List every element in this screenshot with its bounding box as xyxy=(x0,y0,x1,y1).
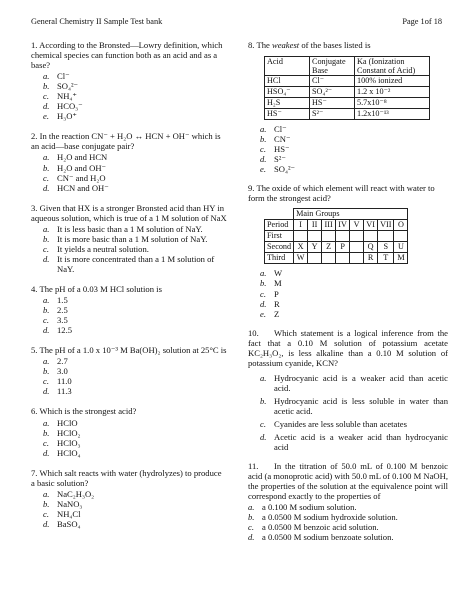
option-letter: c. xyxy=(43,376,49,387)
option-letter: c. xyxy=(43,172,49,183)
table-cell: T xyxy=(378,253,394,264)
answer-option xyxy=(260,373,448,393)
table-header-cell: Acid xyxy=(265,57,310,76)
answer-option xyxy=(43,234,227,244)
answer-options xyxy=(260,373,448,452)
option-letter: d. xyxy=(43,447,50,458)
answer-option xyxy=(260,299,448,309)
period-cell: Third xyxy=(265,253,294,264)
option-text: H₂O and OH⁻ xyxy=(57,162,107,173)
table-cell xyxy=(322,231,336,242)
answer-option xyxy=(43,183,227,193)
option-letter: b. xyxy=(43,233,50,244)
table-row xyxy=(265,253,408,264)
question-8 xyxy=(248,40,448,174)
answer-option xyxy=(43,519,227,529)
option-letter: a. xyxy=(260,372,267,383)
answer-option xyxy=(43,111,227,121)
answer-option xyxy=(43,499,227,509)
question-number: 4. xyxy=(31,283,38,294)
answer-option xyxy=(43,91,227,101)
table-cell: HS⁻ xyxy=(310,98,355,109)
question-text: Which statement is a logical inference from the fact that a 0.10 M solution of potassium acetate KC₂H₃O₂, is less alkaline than a 0.10 M solution of potassium cyanide, KCN? xyxy=(248,327,448,368)
option-text: NH₄Cl xyxy=(57,508,81,519)
answer-option xyxy=(43,71,227,81)
option-text: BaSO₄ xyxy=(57,518,81,529)
answer-option xyxy=(260,144,448,154)
option-text: P xyxy=(274,288,279,299)
option-text: 1.5 xyxy=(57,295,68,306)
question-10 xyxy=(248,328,448,453)
group-header-cell: V xyxy=(350,220,364,231)
option-text: R xyxy=(274,298,280,309)
answer-option xyxy=(43,325,227,335)
option-text: SO₄²⁻ xyxy=(274,164,296,175)
table-cell xyxy=(350,253,364,264)
question-1 xyxy=(31,40,227,121)
option-text: H₃O⁺ xyxy=(57,111,77,122)
question-number: 8. xyxy=(248,40,255,50)
option-letter: b. xyxy=(260,134,267,145)
table-cell xyxy=(336,231,350,242)
question-number: 3. xyxy=(31,202,38,213)
question-text: Given that HX is a stronger Bronsted acid than HY in aqueous solution, which is true of a 1 M solution of NaX xyxy=(31,202,227,223)
option-text: 12.5 xyxy=(57,325,73,336)
table-cell: 1.2 x 10⁻² xyxy=(355,87,430,98)
table-cell: X xyxy=(294,242,308,253)
answer-option xyxy=(43,418,227,428)
group-header-cell: VI xyxy=(364,220,378,231)
table-cell: U xyxy=(394,242,408,253)
option-letter: a. xyxy=(43,71,50,82)
table-cell xyxy=(378,231,394,242)
option-letter: a. xyxy=(43,152,50,163)
answer-option xyxy=(260,134,448,144)
question-number: 9. xyxy=(248,183,255,194)
question-text-post: of the bases listed is xyxy=(299,40,371,50)
option-letter: c. xyxy=(43,243,49,254)
group-header-cell: VII xyxy=(378,220,394,231)
table-cell: 100% ionized xyxy=(355,76,430,87)
option-text: CN⁻ and H₂O xyxy=(57,172,106,183)
table-cell: R xyxy=(364,253,378,264)
option-text: 3.0 xyxy=(57,366,68,377)
option-letter: a. xyxy=(43,417,50,428)
option-letter: d. xyxy=(260,154,267,165)
question-text: Which salt reacts with water (hydrolyzes) to produce a basic solution? xyxy=(31,467,222,488)
option-letter: c. xyxy=(260,419,266,430)
answer-options xyxy=(43,71,227,121)
answer-option xyxy=(260,154,448,164)
question-number: 11. xyxy=(248,461,259,472)
answer-option xyxy=(260,419,448,429)
question-9 xyxy=(248,183,448,318)
answer-option xyxy=(260,396,448,416)
option-text: HCN and OH⁻ xyxy=(57,182,109,193)
group-header-cell: I xyxy=(294,220,308,231)
option-letter: c. xyxy=(248,522,254,533)
page-header xyxy=(31,17,442,29)
table-cell: H₂S xyxy=(265,98,310,109)
option-text: NaNO₃ xyxy=(57,498,83,509)
question-text: In the reaction CN⁻ + H₂O ↔ HCN + OH⁻ which is an acid—base conjugate pair? xyxy=(31,131,221,152)
question-6 xyxy=(31,406,227,457)
option-letter: a. xyxy=(260,124,267,135)
option-letter: a. xyxy=(260,268,267,279)
option-letter: b. xyxy=(43,162,50,173)
option-letter: d. xyxy=(43,101,50,112)
question-text: The oxide of which element will react with water to form the strongest acid? xyxy=(248,183,435,204)
option-text: Z xyxy=(274,308,280,319)
answer-option xyxy=(260,309,448,319)
answer-option xyxy=(43,428,227,438)
answer-option xyxy=(248,522,448,532)
option-text: HClO xyxy=(57,417,78,428)
question-2 xyxy=(31,131,227,192)
answer-option xyxy=(43,101,227,111)
right-column xyxy=(248,40,448,552)
question-number: 6. xyxy=(31,406,38,417)
option-text: 3.5 xyxy=(57,315,68,326)
table-header-cell: Ka (Ionization Constant of Acid) xyxy=(355,57,430,76)
answer-option xyxy=(260,124,448,134)
option-letter: c. xyxy=(260,144,266,155)
option-text: a 0.0500 M sodium hydroxide solution. xyxy=(262,512,398,523)
table-cell xyxy=(308,231,322,242)
answer-options xyxy=(43,152,227,192)
option-letter: d. xyxy=(43,253,50,264)
option-letter: d. xyxy=(260,298,267,309)
main-groups-table xyxy=(264,208,408,264)
answer-options xyxy=(260,124,448,174)
option-text: Hydrocyanic acid is a weaker acid than acetic acid. xyxy=(274,372,448,393)
option-text: a 0.100 M sodium solution. xyxy=(262,502,357,513)
group-header-cell: IV xyxy=(336,220,350,231)
option-text: Cyanides are less soluble than acetates xyxy=(274,419,407,430)
table-cell xyxy=(350,231,364,242)
table-cell xyxy=(394,231,408,242)
answer-options xyxy=(43,356,227,396)
option-letter: e. xyxy=(43,111,49,122)
option-text: NaC₂H₃O₂ xyxy=(57,488,95,499)
table-cell: M xyxy=(394,253,408,264)
option-letter: b. xyxy=(248,512,255,523)
question-text: The pH of a 1.0 x 10⁻³ M Ba(OH)₂ solution at 25°C is xyxy=(39,345,227,356)
acid-base-table xyxy=(264,56,430,120)
option-text: It is less basic than a 1 M solution of NaY. xyxy=(57,223,203,234)
question-text: In the titration of 50.0 mL of 0.100 M benzoic acid (a monoprotic acid) with 50.0 mL of 0.100 M NaOH, the properties of the solution at the equivalence point will correspond exactly to the properties of xyxy=(248,461,448,502)
option-text: HClO₄ xyxy=(57,447,81,458)
option-letter: a. xyxy=(43,223,50,234)
answer-option xyxy=(43,244,227,254)
question-text-emphasis: weakest xyxy=(271,40,300,50)
answer-option xyxy=(260,278,448,288)
option-text: 2.5 xyxy=(57,305,68,316)
table-row xyxy=(265,109,430,120)
option-text: CN⁻ xyxy=(274,134,291,145)
answer-option xyxy=(43,448,227,458)
table-cell: Y xyxy=(308,242,322,253)
table-cell xyxy=(350,242,364,253)
period-cell: Second xyxy=(265,242,294,253)
option-letter: c. xyxy=(260,288,266,299)
option-text: It is more basic than a 1 M solution of NaY. xyxy=(57,233,208,244)
question-text: According to the Bronsted—Lowry definition, which chemical species can function both as an acid and as a base? xyxy=(31,40,223,71)
answer-option xyxy=(43,509,227,519)
answer-options xyxy=(43,224,227,274)
answer-option xyxy=(260,432,448,452)
table-cell xyxy=(364,231,378,242)
header-title: General Chemistry II Sample Test bank xyxy=(31,17,163,26)
answer-options xyxy=(43,418,227,458)
question-number: 2. xyxy=(31,131,38,142)
option-letter: d. xyxy=(260,432,267,443)
question-11 xyxy=(248,461,448,542)
question-5 xyxy=(31,345,227,396)
answer-option xyxy=(260,268,448,278)
table-cell: 5.7x10⁻⁸ xyxy=(355,98,430,109)
answer-options xyxy=(43,295,227,335)
table-row xyxy=(265,76,430,87)
table-cell: SO₄²⁻ xyxy=(310,87,355,98)
table-cell: HCl xyxy=(265,76,310,87)
answer-option xyxy=(43,366,227,376)
answer-option xyxy=(43,295,227,305)
answer-option xyxy=(260,164,448,174)
group-header-cell: II xyxy=(308,220,322,231)
option-letter: a. xyxy=(43,488,50,499)
answer-option xyxy=(43,489,227,499)
answer-option xyxy=(248,502,448,512)
answer-option xyxy=(260,289,448,299)
table-header-row xyxy=(265,220,408,231)
question-number: 5. xyxy=(31,345,38,356)
option-text: HCO₃⁻ xyxy=(57,101,83,112)
answer-option xyxy=(43,81,227,91)
table-cell xyxy=(294,231,308,242)
table-cell xyxy=(322,253,336,264)
option-text: 11.3 xyxy=(57,386,72,397)
option-letter: b. xyxy=(43,498,50,509)
option-text: 2.7 xyxy=(57,356,68,367)
option-letter: c. xyxy=(43,91,49,102)
question-4 xyxy=(31,284,227,335)
option-text: Hydrocyanic acid is less soluble in water than acetic acid. xyxy=(274,395,448,416)
answer-option xyxy=(43,305,227,315)
group-header-cell: III xyxy=(322,220,336,231)
answer-options xyxy=(43,489,227,529)
option-letter: c. xyxy=(43,315,49,326)
option-letter: e. xyxy=(260,308,266,319)
option-letter: c. xyxy=(43,437,49,448)
left-column xyxy=(31,40,227,529)
option-letter: d. xyxy=(43,182,50,193)
option-text: M xyxy=(274,278,282,289)
table-title-row xyxy=(265,209,408,220)
answer-option xyxy=(43,315,227,325)
table-cell: 1.2x10⁻¹³ xyxy=(355,109,430,120)
option-letter: b. xyxy=(43,81,50,92)
option-text: Cl⁻ xyxy=(274,124,287,135)
table-cell xyxy=(308,253,322,264)
option-letter: b. xyxy=(43,305,50,316)
option-text: NH₄⁺ xyxy=(57,91,77,102)
option-letter: b. xyxy=(43,366,50,377)
table-cell: HSO₄⁻ xyxy=(265,87,310,98)
table-row xyxy=(265,242,408,253)
option-letter: d. xyxy=(248,532,255,543)
table-cell: HS⁻ xyxy=(265,109,310,120)
answer-option xyxy=(43,254,227,274)
answer-option xyxy=(248,512,448,522)
period-cell: First xyxy=(265,231,294,242)
table-cell: P xyxy=(336,242,350,253)
answer-options xyxy=(260,268,448,318)
option-letter: a. xyxy=(43,295,50,306)
option-letter: e. xyxy=(260,164,266,175)
option-letter: b. xyxy=(43,427,50,438)
option-text: 11.0 xyxy=(57,376,72,387)
option-text: SO₄²⁻ xyxy=(57,81,79,92)
option-letter: a. xyxy=(248,502,255,513)
option-text: HClO₂ xyxy=(57,427,81,438)
question-number: 7. xyxy=(31,467,38,478)
option-letter: b. xyxy=(260,395,267,406)
period-label: Period xyxy=(265,220,294,231)
option-text: H₂O and HCN xyxy=(57,152,108,163)
answer-option xyxy=(43,386,227,396)
answer-option xyxy=(43,356,227,366)
option-text: It is more concentrated than a 1 M solution of NaY. xyxy=(57,253,215,274)
option-letter: d. xyxy=(43,325,50,336)
question-number: 10. xyxy=(248,327,259,338)
table-cell: W xyxy=(294,253,308,264)
option-letter: d. xyxy=(43,518,50,529)
option-letter: d. xyxy=(43,386,50,397)
option-text: W xyxy=(274,268,283,279)
table-title: Main Groups xyxy=(294,209,408,220)
option-letter: c. xyxy=(43,508,49,519)
table-header-cell: Conjugate Base xyxy=(310,57,355,76)
table-cell: S xyxy=(378,242,394,253)
answer-option xyxy=(43,376,227,386)
option-text: a 0.0500 M sodium benzoate solution. xyxy=(262,532,394,543)
table-cell: Z xyxy=(322,242,336,253)
question-3 xyxy=(31,203,227,274)
question-text: The pH of a 0.03 M HCl solution is xyxy=(39,283,162,294)
table-row xyxy=(265,231,408,242)
question-7 xyxy=(31,468,227,529)
answer-option xyxy=(248,532,448,542)
answer-option xyxy=(43,173,227,183)
option-letter: b. xyxy=(260,278,267,289)
table-cell: Cl⁻ xyxy=(310,76,355,87)
answer-options xyxy=(248,502,448,542)
option-text: Acetic acid is a weaker acid than hydrocyanic acid xyxy=(274,432,448,453)
option-text: a 0.0500 M benzoic acid solution. xyxy=(262,522,379,533)
option-text: S²⁻ xyxy=(274,154,286,165)
question-text-pre: The xyxy=(256,40,272,50)
question-number: 1. xyxy=(31,40,38,50)
answer-option xyxy=(43,438,227,448)
option-letter: a. xyxy=(43,356,50,367)
table-header-row xyxy=(265,57,430,76)
option-text: It yields a neutral solution. xyxy=(57,243,149,254)
table-cell: Q xyxy=(364,242,378,253)
header-page-number: Page 1of 18 xyxy=(402,17,442,26)
option-text: HClO₃ xyxy=(57,437,81,448)
answer-option xyxy=(43,224,227,234)
answer-option xyxy=(43,163,227,173)
option-text: HS⁻ xyxy=(274,144,290,155)
table-cell xyxy=(336,253,350,264)
answer-option xyxy=(43,152,227,162)
table-row xyxy=(265,98,430,109)
table-row xyxy=(265,87,430,98)
question-text: Which is the strongest acid? xyxy=(39,406,137,417)
option-text: Cl⁻ xyxy=(57,71,70,82)
group-header-cell: O xyxy=(394,220,408,231)
table-cell: S²⁻ xyxy=(310,109,355,120)
